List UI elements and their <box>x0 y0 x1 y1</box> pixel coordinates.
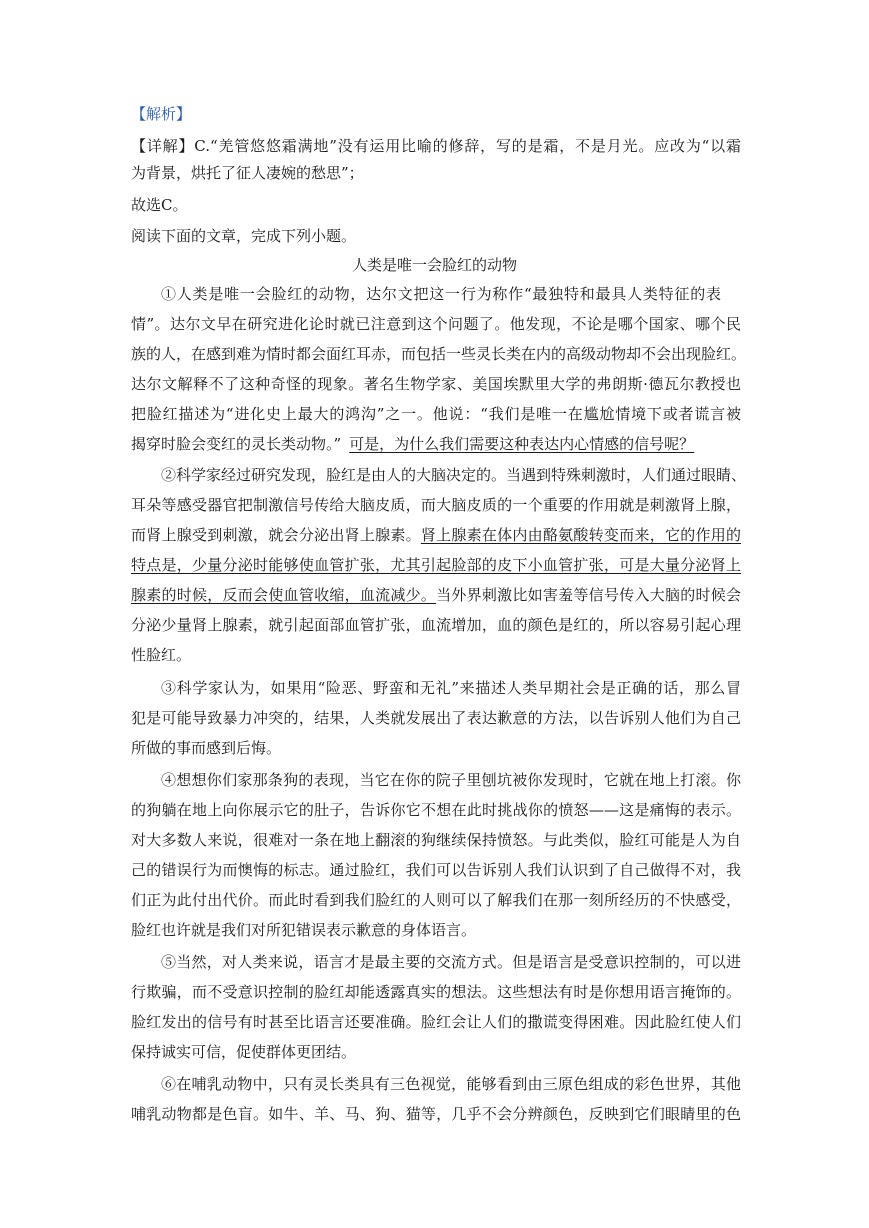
underlined-sentence: 肾上腺素在体内由酪氨酸转变而来，它的作用的 <box>420 526 741 544</box>
article-line: 情”。达尔文早在研究进化论时就已注意到这个问题了。他发现，不论是哪个国家、哪个民 <box>131 315 741 333</box>
article-line: ⑥在哺乳动物中，只有灵长类具有三色视觉，能够看到由三原色组成的彩色世界，其他 <box>161 1075 741 1093</box>
article-line: ⑤当然，对人类来说，语言才是最主要的交流方式。但是语言是受意识控制的，可以进 <box>161 953 741 971</box>
article-line: ②科学家经过研究发现，脸红是由人的大脑决定的。当遇到特殊刺激时，人们通过眼睛、 <box>161 466 747 484</box>
underlined-sentence: 腺素的时候，反而会使血管收缩，血流减少。 <box>131 586 437 604</box>
article-text: 而肾上腺受到刺激，就会分泌出肾上腺素。 <box>131 526 421 544</box>
article-line: 哺乳动物都是色盲。如牛、羊、马、狗、猫等，几乎不会分辨颜色，反映到它们眼睛里的色 <box>131 1105 741 1123</box>
article-line: ①人类是唯一会脸红的动物，达尔文把这一行为称作“最独特和最具人类特征的表 <box>161 285 721 303</box>
article-line: 脸红也许就是我们对所犯错误表示歉意的身体语言。 <box>131 921 477 939</box>
article-line: 达尔文解释不了这种奇怪的现象。著名生物学家、美国埃默里大学的弗朗斯·德瓦尔教授也 <box>131 375 741 393</box>
article-line <box>131 586 741 604</box>
article-line: 耳朵等感受器官把制激信号传给大脑皮质，而大脑皮质的一个重要的作用就是刺激肾上腺， <box>131 496 741 514</box>
article-line: ④想想你们家那条狗的表现，当它在你的院子里刨坑被你发现时，它就在地上打滚。你 <box>161 771 741 789</box>
reading-instruction: 阅读下面的文章，完成下列小题。 <box>131 227 357 245</box>
article-line: 所做的事而感到后悔。 <box>131 739 282 757</box>
analysis-label: 【解析】 <box>131 105 192 123</box>
article-line: 对大多数人来说，很难对一条在地上翻滚的狗继续保持愤怒。与此类似，脸红可能是人为自 <box>131 831 741 849</box>
article-line: 族的人，在感到难为情时都会面红耳赤，而包括一些灵长类在内的高级动物却不会出现脸红。 <box>131 345 747 363</box>
article-line: 己的错误行为而懊悔的标志。通过脸红，我们可以告诉别人我们认识到了自己做得不对，我 <box>131 861 741 879</box>
article-line: 行欺骗，而不受意识控制的脸红却能透露真实的想法。这些想法有时是你想用语言掩饰的。 <box>131 983 741 1001</box>
article-line: 脸红发出的信号有时甚至比语言还要准确。脸红会让人们的撒谎变得困难。因此脸红使人们 <box>131 1013 741 1031</box>
article-line: 的狗躺在地上向你展示它的肚子，告诉你它不想在此时挑战你的愤怒——这是痛悔的表示。 <box>131 801 741 819</box>
article-text: 揭穿时脸会变红的灵长类动物。” <box>131 435 342 453</box>
article-title: 人类是唯一会脸红的动物 <box>351 256 517 274</box>
article-text: 当外界刺激比如害羞等信号传入大脑的时候会 <box>436 586 741 604</box>
article-line: 把脸红描述为“进化史上最大的鸿沟”之一。他说：“我们是唯一在尴尬情境下或者谎言被 <box>131 405 741 423</box>
underlined-question: 可是，为什么我们需要这种表达内心情感的信号呢？ <box>349 435 695 453</box>
detail-line-2: 为背景，烘托了征人凄婉的愁思”； <box>131 164 364 182</box>
detail-line-1 <box>131 137 741 155</box>
article-line: 们正为此付出代价。而此时看到我们脸红的人则可以了解我们在那一刻所经历的不快感受， <box>131 891 741 909</box>
article-line <box>131 526 741 544</box>
underlined-sentence: 特点是，少量分泌时能够使血管扩张，尤其引起脸部的皮下小血管扩张，可是大量分泌肾上 <box>131 556 741 574</box>
article-line: 保持诚实可信，促使群体更团结。 <box>131 1043 357 1061</box>
article-line: ③科学家认为，如果用“险恶、野蛮和无礼”来描述人类早期社会是正确的话，那么冒 <box>161 679 741 697</box>
article-line: 分泌少量肾上腺素，就引起面部血管扩张，血流增加，血的颜色是红的，所以容易引起心理 <box>131 616 741 634</box>
article-line: 犯是可能导致暴力冲突的，结果，人类就发展出了表达歉意的方法，以告诉别人他们为自己 <box>131 709 741 727</box>
detail-text-1: C.“羌管悠悠霜满地”没有运用比喻的修辞，写的是霜，不是月光。应改为“以霜 <box>194 137 741 155</box>
detail-tag: 【详解】 <box>131 137 195 155</box>
article-line <box>131 435 741 453</box>
answer-line: 故选C。 <box>131 196 188 214</box>
article-line: 性脸红。 <box>131 646 192 664</box>
